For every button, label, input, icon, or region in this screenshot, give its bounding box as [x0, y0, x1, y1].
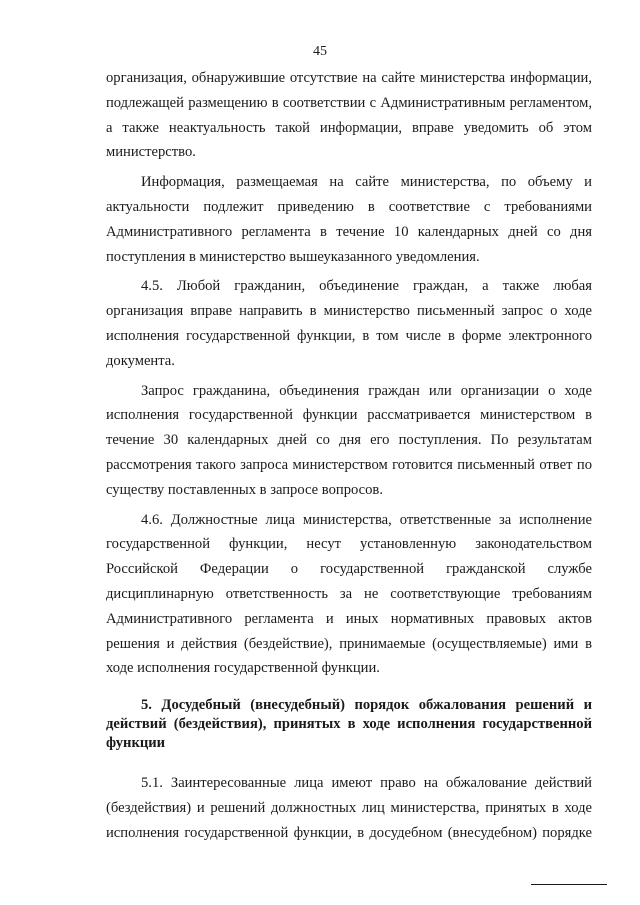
page-number: 45: [313, 44, 327, 59]
paragraph-4-5: 4.5. Любой гражданин, объединение граждан, а также любая организация вправе направить в министерство письменный запрос о ходе исполнения государственной функции, в том числе в форме электронного документа.: [106, 278, 592, 369]
paragraph-4-6: 4.6. Должностные лица министерства, ответственные за исполнение государственной функции, несут установленную законодательством Российской Федерации о государственной гражданской службе дисциплинарную ответственность за не соответствующие требованиям Административного регламента и иных нормативных правовых актов решения и действия (бездействие), принимаемые (осуществляемые) ими в ходе исполнения государственной функции.: [106, 511, 592, 677]
paragraph-information-update: Информация, размещаемая на сайте министерства, по объему и актуальности подлежит приведению в соответствие с требованиями Административного регламента в течение 10 календарных дней со дня поступления в министерство вышеуказанного уведомления.: [106, 174, 592, 265]
document-body: [106, 66, 592, 846]
paragraph-request-review: Запрос гражданина, объединения граждан или организации о ходе исполнения государственной функции рассматривается министерством в течение 30 календарных дней со дня его поступления. По результатам рассмотрения такого запроса министерством готовится письменный ответ по существу поставленных в запросе вопросов.: [106, 382, 592, 498]
paragraph-continuation: организация, обнаружившие отсутствие на сайте министерства информации, подлежащей размещению в соответствии с Административным регламентом, а также неактуальность такой информации, вправе уведомить об этом министерство.: [106, 70, 592, 161]
section-heading-5: 5. Досудебный (внесудебный) порядок обжалования решений и действий (бездействия), принятых в ходе исполнения государственной функции: [106, 697, 592, 752]
paragraph-5-1: 5.1. Заинтересованные лица имеют право на обжалование действий (бездействия) и решений должностных лиц министерства, принятых в ходе исполнения государственной функции, в досудебном (внесудебном) порядке: [106, 775, 592, 841]
footer-rule: [531, 884, 607, 885]
